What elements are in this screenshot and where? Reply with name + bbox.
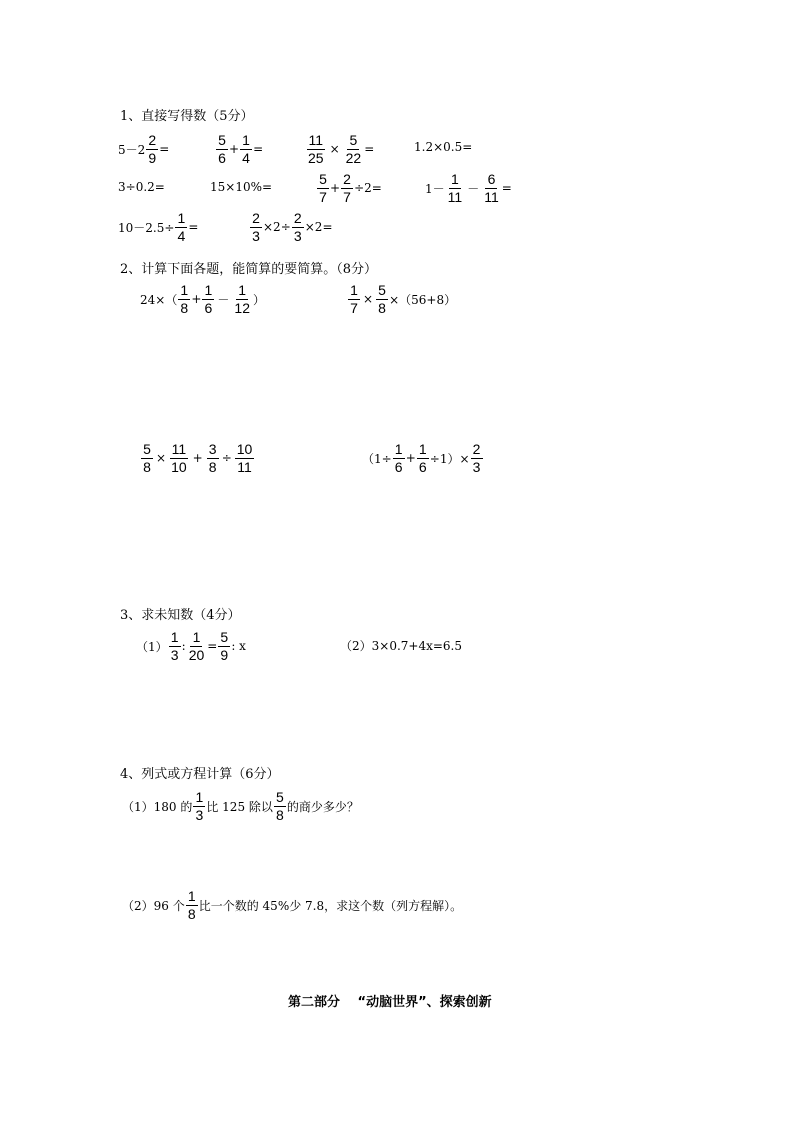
fraction: $\frac{10}{11}$ xyxy=(236,440,253,475)
fraction: $\frac{5}{8}$ xyxy=(274,790,286,822)
fraction: $\frac{1}{3}$ xyxy=(193,790,205,822)
fraction: $\frac{1}{3}$ xyxy=(169,630,181,662)
fraction: $\frac{1}{20}$ xyxy=(188,628,205,663)
fraction: $\frac{1}{8}$ xyxy=(186,889,198,921)
fraction: $\frac{5}{6}$ xyxy=(216,133,228,165)
expression-2: $\frac{1}{7}$ × $\frac{5}{8}$ ×（56+8） xyxy=(347,277,456,321)
fraction: $\frac{1}{6}$ xyxy=(393,442,405,474)
word-problem-2: （2）96 个 $\frac{1}{8}$ 比一个数的 45%少 7.8，求这个数（列方程解）。 xyxy=(122,887,463,922)
fraction: $\frac{11}{10}$ xyxy=(171,440,187,475)
problem-4: 1.2×0.5= xyxy=(414,140,473,154)
fraction: $\frac{5}{7}$ xyxy=(317,172,329,204)
fraction: $\frac{3}{8}$ xyxy=(207,442,219,474)
fraction: $\frac{2}{9}$ xyxy=(146,133,158,165)
expression-4: （1÷ $\frac{1}{6}$ + $\frac{1}{6}$ ÷1）× $\frac{2}{3}$ xyxy=(362,436,484,480)
fraction: $\frac{1}{12}$ xyxy=(234,281,250,316)
part2-title: 第二部分 “动脑世界”、探索创新 xyxy=(288,995,492,1010)
problem-8: 1－ $\frac{1}{11}$ － $\frac{6}{11}$ = xyxy=(425,170,512,205)
section2-heading: 2、计算下面各题，能简算的要简算。（8分） xyxy=(120,262,378,277)
section3-heading: 3、求未知数（4分） xyxy=(120,608,241,623)
expression-1: 24×（ $\frac{1}{8}$ + $\frac{1}{6}$ － $\frac{1}{12}$ ） xyxy=(140,281,265,316)
fraction: $\frac{5}{8}$ xyxy=(141,442,153,474)
fraction: $\frac{2}{3}$ xyxy=(250,211,262,243)
fraction: $\frac{5}{9}$ xyxy=(218,630,230,662)
problem-5: 3÷0.2= xyxy=(118,180,165,194)
fraction: $\frac{2}{3}$ xyxy=(471,442,483,474)
equation-2: （2）3×0.7+4x=6.5 xyxy=(340,639,463,653)
fraction: $\frac{1}{7}$ xyxy=(348,283,360,315)
problem-10: $\frac{2}{3}$ ×2÷ $\frac{2}{3}$ ×2= xyxy=(249,205,333,249)
fraction: $\frac{5}{22}$ xyxy=(345,131,362,166)
section4-heading: 4、列式或方程计算（6分） xyxy=(120,767,280,782)
problem-7: $\frac{5}{7}$ + $\frac{2}{7}$ ÷2= xyxy=(316,166,382,210)
fraction: $\frac{1}{6}$ xyxy=(417,442,429,474)
fraction: $\frac{1}{8}$ xyxy=(178,283,190,315)
problem-2: $\frac{5}{6}$ + $\frac{1}{4}$ = xyxy=(215,127,263,171)
problem-1: 5－2 $\frac{2}{9}$ = xyxy=(118,131,170,166)
word-problem-1: （1）180 的 $\frac{1}{3}$ 比 125 除以 $\frac{5}{8}$ 的商少多少？ xyxy=(122,788,359,823)
section1-heading: 1、直接写得数（5分） xyxy=(120,109,254,124)
equation-1: （1） $\frac{1}{3}$ : $\frac{1}{20}$ = $\frac{5}{9}$ : x xyxy=(136,628,246,663)
problem-3: $\frac{11}{25}$ × $\frac{5}{22}$ = xyxy=(308,131,375,166)
problem-9: 10－2.5÷ $\frac{1}{4}$ = xyxy=(118,209,199,244)
problem-6: 15×10%= xyxy=(210,180,273,194)
fraction: $\frac{5}{8}$ xyxy=(376,283,388,315)
fraction: $\frac{6}{11}$ xyxy=(484,170,499,205)
expression-3: $\frac{5}{8}$ × $\frac{11}{10}$ + $\frac{3}{8}$ ÷ $\frac{10}{11}$ xyxy=(140,436,255,480)
fraction: $\frac{2}{3}$ xyxy=(292,211,304,243)
fraction: $\frac{11}{25}$ xyxy=(308,131,324,166)
fraction: $\frac{1}{11}$ xyxy=(447,170,463,205)
fraction: $\frac{2}{7}$ xyxy=(341,172,353,204)
fraction: $\frac{1}{4}$ xyxy=(240,133,252,165)
fraction: $\frac{1}{6}$ xyxy=(202,283,214,315)
fraction: $\frac{1}{4}$ xyxy=(175,211,187,243)
